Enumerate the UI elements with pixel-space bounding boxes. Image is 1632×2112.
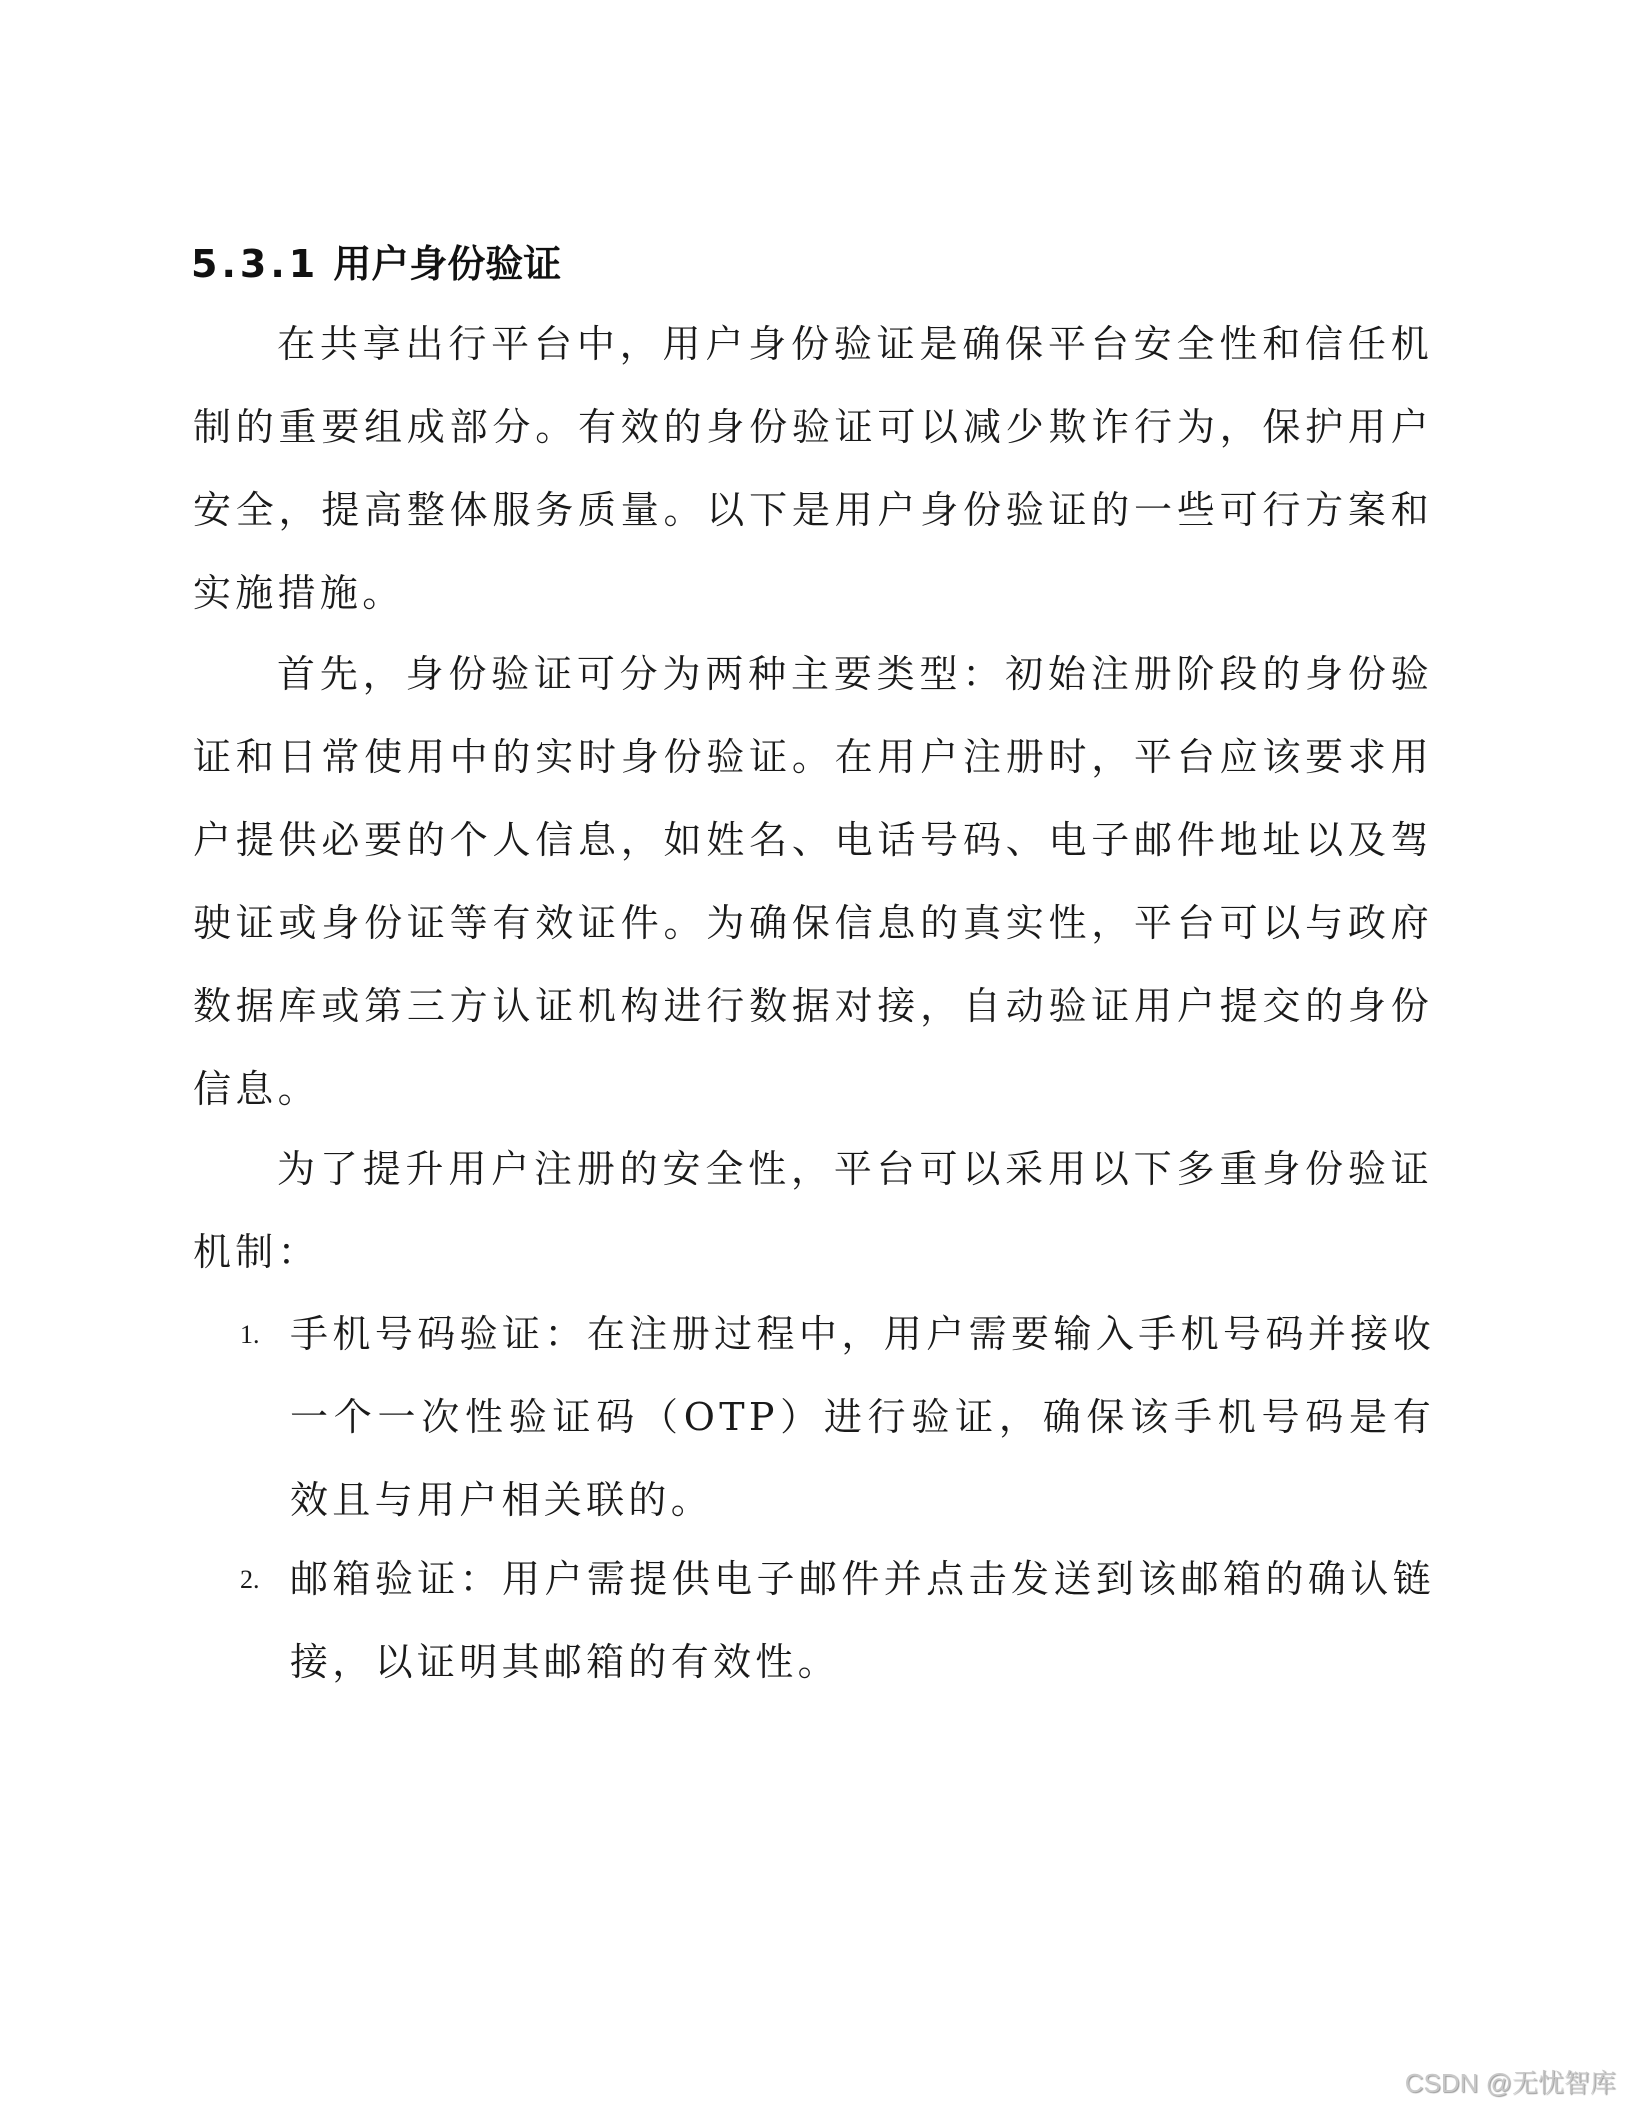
paragraph-verification-types: 首先，身份验证可分为两种主要类型：初始注册阶段的身份验证和日常使用中的实时身份验证。在用户注册时，平台应该要求用户提供必要的个人信息，如姓名、电话号码、电子邮件地址以及驾驶证或身份证等有效证件。为确保信息的真实性，平台可以与政府数据库或第三方认证机构进行数据对接，自动验证用户提交的身份信息。 (193, 652, 1433, 1111)
csdn-watermark: CSDN @无忧智库 (1404, 2068, 1616, 2098)
paragraph-multi-factor-intro: 为了提升用户注册的安全性，平台可以采用以下多重身份验证机制： (193, 1147, 1433, 1274)
section-title: 用户身份验证 (333, 242, 562, 286)
list-marker: 1. (240, 1320, 260, 1349)
section-number: 5.3.1 (191, 242, 320, 286)
paragraph-intro: 在共享出行平台中，用户身份验证是确保平台安全性和信任机制的重要组成部分。有效的身份验证可以减少欺诈行为，保护用户安全，提高整体服务质量。以下是用户身份验证的一些可行方案和实施措施。 (193, 322, 1433, 615)
section-heading (191, 238, 561, 290)
list-marker: 2. (240, 1565, 260, 1594)
list-item-text: 手机号码验证：在注册过程中，用户需要输入手机号码并接收一个一次性验证码（OTP）进行验证，确保该手机号码是有效且与用户相关联的。 (290, 1312, 1435, 1522)
list-item-text: 邮箱验证：用户需提供电子邮件并点击发送到该邮箱的确认链接，以证明其邮箱的有效性。 (290, 1557, 1435, 1684)
